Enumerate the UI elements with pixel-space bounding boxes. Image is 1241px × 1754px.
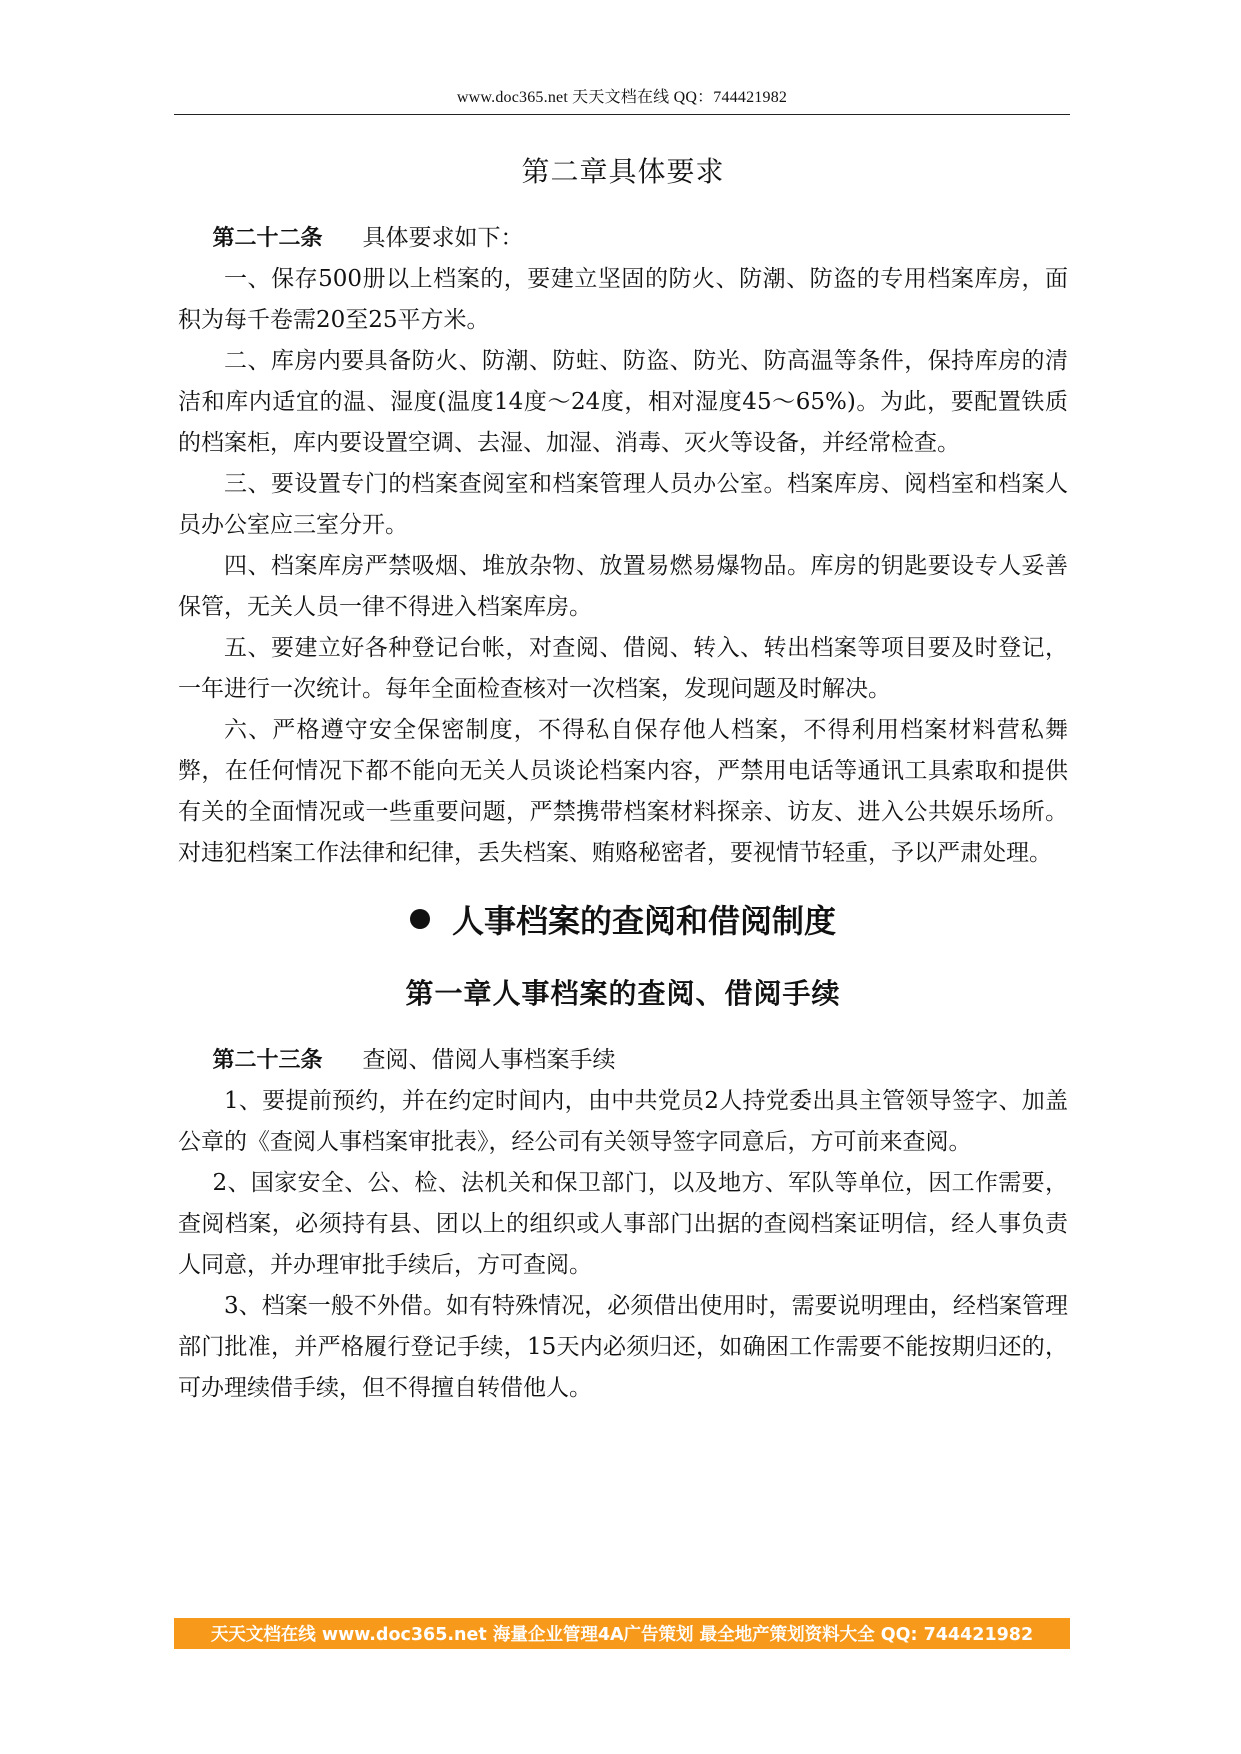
article-22-item-1: 一、保存500册以上档案的，要建立坚固的防火、防潮、防盗的专用档案库房，面积为每千卷需20至25平方米。	[178, 266, 1068, 333]
chapter-1-title: 第一章人事档案的查阅、借阅手续	[405, 977, 841, 1010]
document-body	[178, 150, 1068, 1409]
article-23-heading	[178, 1040, 1068, 1081]
article-23-lead: 查阅、借阅人事档案手续	[362, 1047, 616, 1073]
article-23-item-2: 2、国家安全、公、检、法机关和保卫部门，以及地方、军队等单位，因工作需要，查阅档案，必须持有县、团以上的组织或人事部门出据的查阅档案证明信，经人事负责人同意，并办理审批手续后，方可查阅。	[178, 1170, 1068, 1278]
chapter-2-title: 第二章具体要求	[521, 155, 725, 188]
article-22-number: 第二十二条	[212, 226, 323, 251]
article-22-item-6: 六、严格遵守安全保密制度，不得私自保存他人档案，不得利用档案材料营私舞弊，在任何情况下都不能向无关人员谈论档案内容，严禁用电话等通讯工具索取和提供有关的全面情况或一些重要问题，严禁携带档案材料探亲、访友、进入公共娱乐场所。对违犯档案工作法律和纪律，丢失档案、贿赂秘密者，要视情节轻重，予以严肃处理。	[178, 717, 1068, 866]
article-22-lead: 具体要求如下：	[362, 225, 524, 251]
article-23-item-1: 1、要提前预约，并在约定时间内，由中共党员2人持党委出具主管领导签字、加盖公章的《查阅人事档案审批表》，经公司有关领导签字同意后，方可前来查阅。	[178, 1088, 1068, 1155]
article-22-item-3: 三、要设置专门的档案查阅室和档案管理人员办公室。档案库房、阅档室和档案人员办公室应三室分开。	[178, 471, 1068, 538]
article-22-item-5: 五、要建立好各种登记台帐，对查阅、借阅、转入、转出档案等项目要及时登记，一年进行一次统计。每年全面检查核对一次档案，发现问题及时解决。	[178, 635, 1068, 702]
section-heading	[178, 896, 1068, 942]
bullet-icon	[410, 909, 430, 929]
article-23-item-3: 3、档案一般不外借。如有特殊情况，必须借出使用时，需要说明理由，经档案管理部门批准，并严格履行登记手续，15天内必须归还，如确困工作需要不能按期归还的，可办理续借手续，但不得擅自转借他人。	[178, 1293, 1068, 1401]
footer-banner: 天天文档在线 www.doc365.net 海量企业管理4A广告策划 最全地产策划资料大全 QQ: 744421982	[174, 1618, 1070, 1649]
article-22-item-2: 二、库房内要具备防火、防潮、防蛀、防盗、防光、防高温等条件，保持库房的清洁和库内适宜的温、湿度(温度14度～24度，相对湿度45～65%)。为此，要配置铁质的档案柜，库内要设置空调、去湿、加湿、消毒、灭火等设备，并经常检查。	[178, 348, 1068, 456]
page-header: www.doc365.net 天天文档在线 QQ：744421982	[456, 89, 788, 106]
section-heading-text: 人事档案的查阅和借阅制度	[451, 902, 836, 940]
article-23-number: 第二十三条	[212, 1048, 323, 1073]
article-22-heading	[178, 218, 1068, 259]
article-22-item-4: 四、档案库房严禁吸烟、堆放杂物、放置易燃易爆物品。库房的钥匙要设专人妥善保管，无关人员一律不得进入档案库房。	[178, 553, 1068, 620]
header-divider	[174, 114, 1070, 115]
